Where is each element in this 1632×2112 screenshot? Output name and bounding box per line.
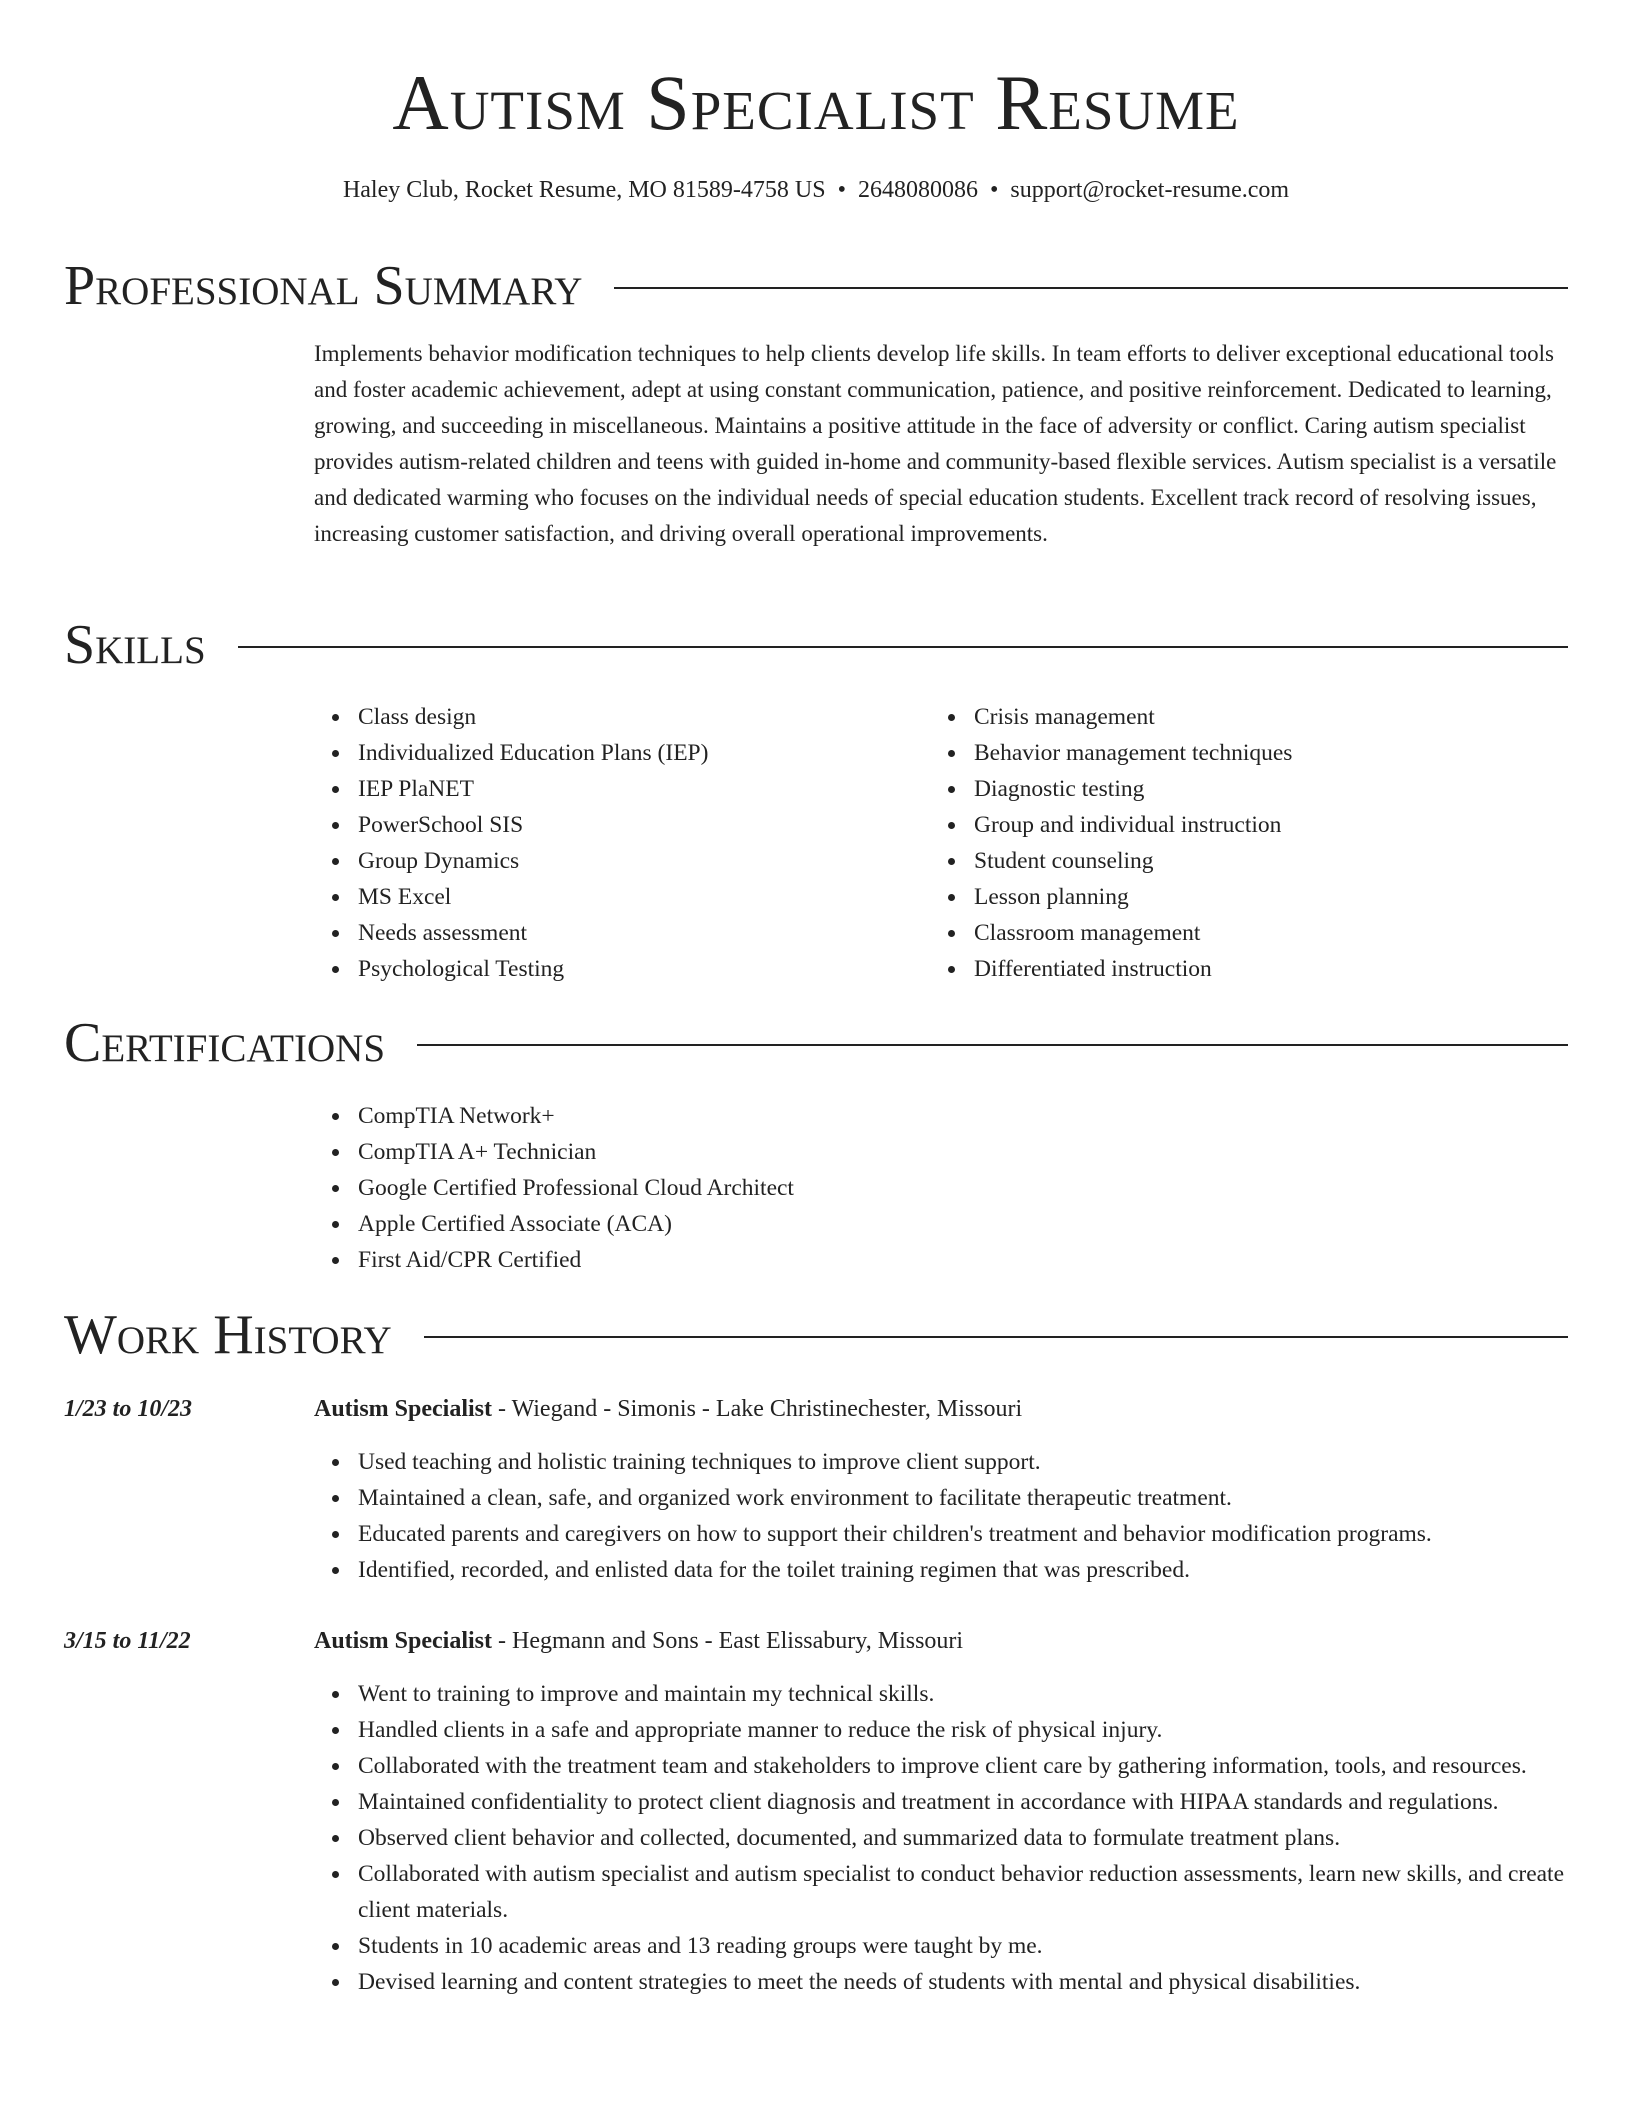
job-header: [314, 1624, 963, 1658]
skill-item: Individualized Education Plans (IEP): [314, 735, 914, 771]
skill-item: Behavior management techniques: [930, 735, 1570, 771]
skills-heading: Skills: [64, 614, 206, 676]
skill-item: Group and individual instruction: [930, 807, 1570, 843]
certifications-section-header: [64, 1011, 1568, 1075]
job-bullet: Students in 10 academic areas and 13 reading groups were taught by me.: [314, 1928, 1570, 1964]
job-bullet: Educated parents and caregivers on how to support their children's treatment and behavior modification programs.: [314, 1516, 1570, 1552]
skill-item: Needs assessment: [314, 915, 914, 951]
job-bullet: Collaborated with autism specialist and autism specialist to conduct behavior reduction assessments, learn new skills, and create client materials.: [314, 1856, 1570, 1928]
skills-list-right: [930, 699, 1570, 987]
job-dates: 3/15 to 11/22: [64, 1628, 191, 1654]
job-employer: - Hegmann and Sons - East Elissabury, Missouri: [492, 1628, 964, 1654]
contact-email: support@rocket-resume.com: [1010, 177, 1290, 203]
certifications-list: [314, 1098, 1214, 1278]
skill-item: Group Dynamics: [314, 843, 914, 879]
contact-address: Haley Club, Rocket Resume, MO 81589-4758 US: [342, 177, 826, 203]
job-bullet: Observed client behavior and collected, documented, and summarized data to formulate treatment plans.: [314, 1820, 1570, 1856]
certification-item: Apple Certified Associate (ACA): [314, 1206, 1214, 1242]
certification-item: CompTIA A+ Technician: [314, 1134, 1214, 1170]
skills-section-header: [64, 613, 1568, 677]
job-bullet: Used teaching and holistic training techniques to improve client support.: [314, 1444, 1570, 1480]
job-header: [314, 1392, 1022, 1426]
job-bullet: Handled clients in a safe and appropriate manner to reduce the risk of physical injury.: [314, 1712, 1570, 1748]
job-dates: 1/23 to 10/23: [64, 1396, 193, 1422]
job-bullet: Collaborated with the treatment team and stakeholders to improve client care by gathering information, tools, and resources.: [314, 1748, 1570, 1784]
skill-item: Crisis management: [930, 699, 1570, 735]
section-divider: [238, 646, 1568, 648]
resume-title: Autism Specialist Resume: [392, 59, 1240, 146]
certifications-heading: Certifications: [64, 1012, 386, 1074]
work-history-section-header: [64, 1303, 1568, 1367]
skills-list-left: [314, 699, 914, 987]
work-history-heading: Work History: [64, 1304, 392, 1366]
job-bullet-list: [314, 1676, 1570, 2000]
skill-item: PowerSchool SIS: [314, 807, 914, 843]
job-bullet: Devised learning and content strategies to meet the needs of students with mental and physical disabilities.: [314, 1964, 1570, 2000]
section-divider: [417, 1044, 1568, 1046]
job-bullet: Maintained a clean, safe, and organized work environment to facilitate therapeutic treatment.: [314, 1480, 1570, 1516]
job-title: Autism Specialist: [314, 1628, 493, 1654]
skill-item: Diagnostic testing: [930, 771, 1570, 807]
certification-item: First Aid/CPR Certified: [314, 1242, 1214, 1278]
skill-item: IEP PlaNET: [314, 771, 914, 807]
certification-item: CompTIA Network+: [314, 1098, 1214, 1134]
contact-separator: •: [837, 177, 846, 203]
job-bullet: Went to training to improve and maintain my technical skills.: [314, 1676, 1570, 1712]
job-title: Autism Specialist: [314, 1396, 493, 1422]
summary-section-header: [64, 254, 1568, 318]
job-employer: - Wiegand - Simonis - Lake Christinechester, Missouri: [492, 1396, 1023, 1422]
skill-item: Psychological Testing: [314, 951, 914, 987]
skill-item: Differentiated instruction: [930, 951, 1570, 987]
skill-item: Class design: [314, 699, 914, 735]
section-divider: [424, 1336, 1568, 1338]
skill-item: MS Excel: [314, 879, 914, 915]
contact-separator: •: [989, 177, 999, 203]
skill-item: Student counseling: [930, 843, 1570, 879]
skill-item: Lesson planning: [930, 879, 1570, 915]
job-bullet-list: [314, 1444, 1570, 1588]
certification-item: Google Certified Professional Cloud Architect: [314, 1170, 1214, 1206]
section-divider: [614, 287, 1568, 289]
summary-text: Implements behavior modification techniques to help clients develop life skills. In team efforts to deliver exceptional educational tools and foster academic achievement, adept at using constant communication, patience, and positive reinforcement. Dedicated to learning, growing, and succeeding in miscellaneous. Maintains a positive attitude in the face of adversity or conflict. Caring autism specialist provides autism-related children and teens with guided in-home and community-based flexible services. Autism specialist is a versatile and dedicated warming who focuses on the individual needs of special education students. Excellent track record of resolving issues, increasing customer satisfaction, and driving overall operational improvements.: [314, 341, 1557, 546]
job-bullet: Identified, recorded, and enlisted data for the toilet training regimen that was prescribed.: [314, 1552, 1570, 1588]
contact-phone: 2648080086: [857, 177, 978, 203]
contact-line: [0, 173, 1632, 207]
job-bullet: Maintained confidentiality to protect client diagnosis and treatment in accordance with HIPAA standards and regulations.: [314, 1784, 1570, 1820]
skill-item: Classroom management: [930, 915, 1570, 951]
summary-heading: Professional Summary: [64, 255, 583, 317]
